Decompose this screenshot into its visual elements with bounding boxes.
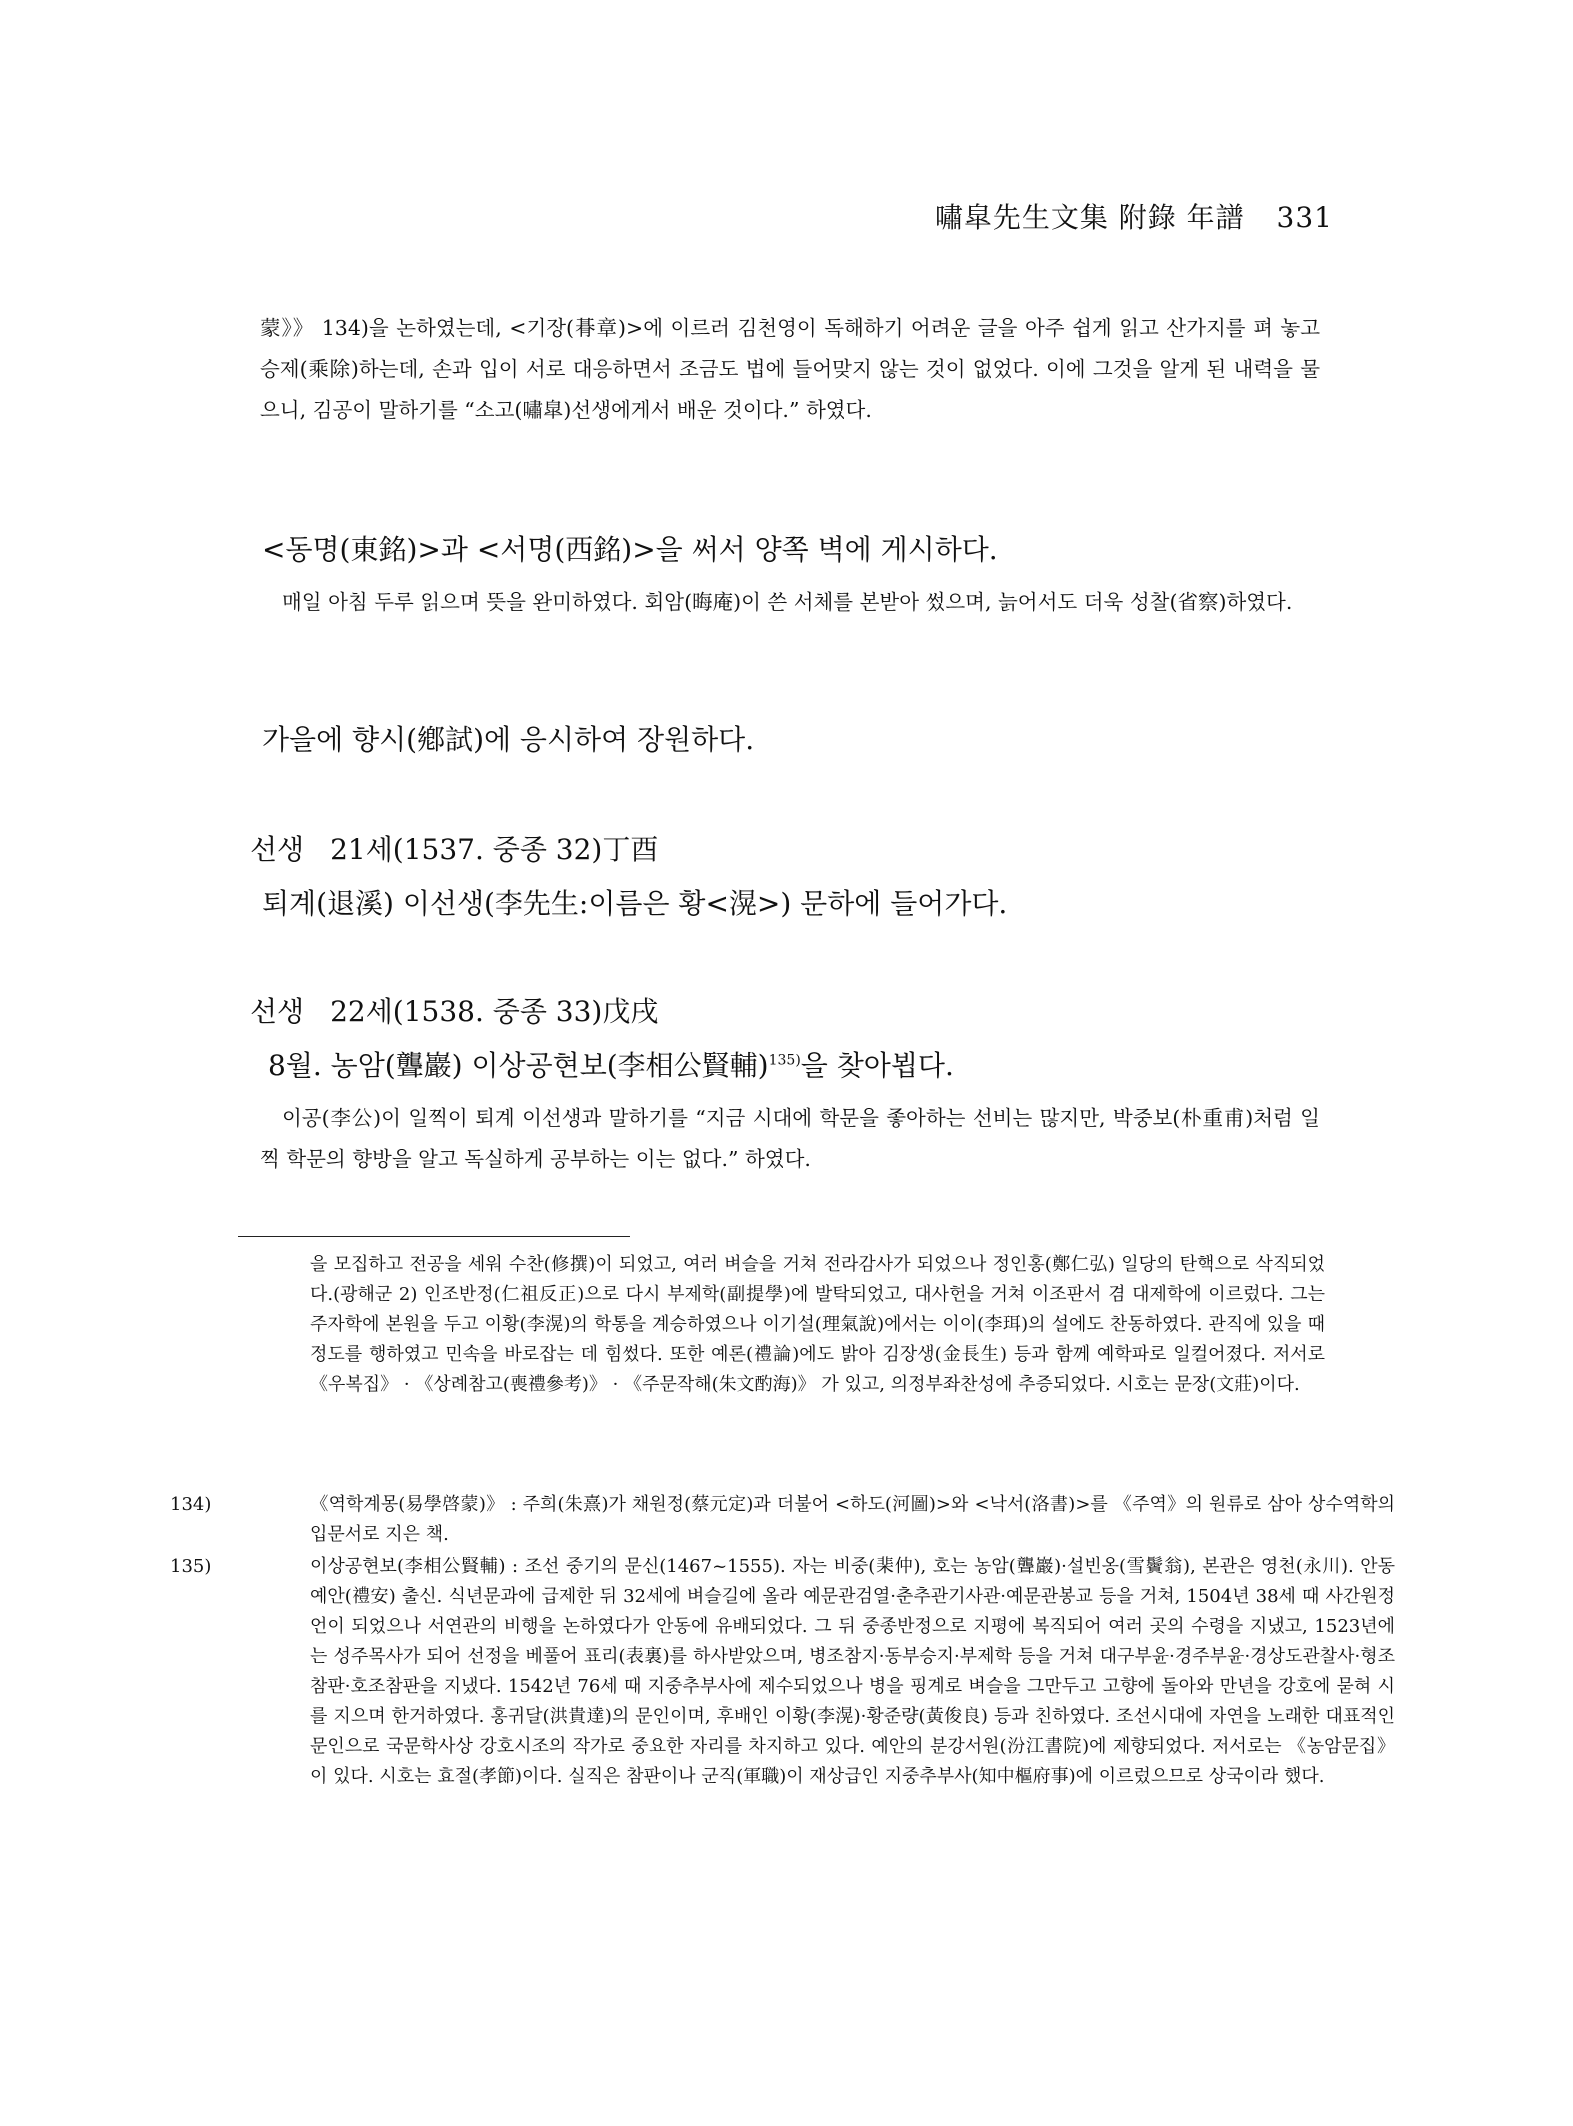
footnote-number: 134) bbox=[170, 1494, 212, 1515]
year-label: 선생 bbox=[250, 833, 305, 866]
year-age: 22세(1538. 중종 33)戊戌 bbox=[330, 995, 659, 1028]
section-heading-provincial-exam: 가을에 향시(鄕試)에 응시하여 장원하다. bbox=[262, 723, 755, 756]
paragraph-nongam: 이공(李公)이 일찍이 퇴계 이선생과 말하기를 “지금 시대에 학문을 좋아하는 선비는 많지만, 박중보(朴重甫)처럼 일찍 학문의 향방을 알고 독실하게 공부하는 이는 없다.” 하였다. bbox=[260, 1106, 1320, 1171]
page-number: 331 bbox=[1276, 201, 1333, 234]
section-heading-eastern-western-inscription: <동명(東銘)>과 <서명(西銘)>을 써서 양쪽 벽에 게시하다. bbox=[262, 533, 998, 566]
section-heading-nongam-visit bbox=[268, 1044, 954, 1084]
footnote-continued: 을 모집하고 전공을 세워 수찬(修撰)이 되었고, 여러 벼슬을 거쳐 전라감사가 되었으나 정인홍(鄭仁弘) 일당의 탄핵으로 삭직되었다.(광해군 2) 인조반정(仁祖反正)으로 다시 부제학(副提學)에 발탁되었고, 대사헌을 거쳐 이조판서 겸 대제학에 이르렀다. 그는 주자학에 본원을 두고 이황(李滉)의 학통을 계승하였으나 이기설(理氣說)에서는 이이(李珥)의 설에도 찬동하였다. 관직에 있을 때 정도를 행하였고 민속을 바로잡는 데 힘썼다. 또한 예론(禮論)에도 밝아 김장생(金長生) 등과 함께 예학파로 일컬어졌다. 저서로 《우복집》 · 《상례참고(喪禮參考)》 · 《주문작해(朱文酌海)》 가 있고, 의정부좌찬성에 추증되었다. 시호는 문장(文莊)이다. bbox=[310, 1254, 1325, 1395]
footnote-number: 135) bbox=[170, 1556, 212, 1577]
heading-text: 8월. 농암(聾巖) 이상공현보(李相公賢輔) bbox=[268, 1049, 769, 1082]
section-heading-toegye-disciple: 퇴계(退溪) 이선생(李先生:이름은 황<滉>) 문하에 들어가다. bbox=[262, 887, 1008, 920]
year-heading-21 bbox=[250, 828, 658, 868]
heading-text-tail: 을 찾아뵙다. bbox=[800, 1049, 954, 1082]
footnote-ref-135: 135) bbox=[768, 1052, 801, 1069]
footnote-divider bbox=[238, 1236, 630, 1237]
year-heading-22 bbox=[250, 990, 658, 1030]
footnote-135 bbox=[170, 1552, 1395, 1792]
running-header bbox=[935, 196, 1333, 236]
year-age: 21세(1537. 중종 32)丁酉 bbox=[330, 833, 659, 866]
footnote-text: 《역학계몽(易學啓蒙)》 : 주희(朱熹)가 채원정(蔡元定)과 더불어 <하도(河圖)>와 <낙서(洛書)>를 《주역》의 원류로 삼아 상수역학의 입문서로 지은 책. bbox=[310, 1494, 1395, 1545]
running-title: 嘯皐先生文集 附錄 年譜 bbox=[934, 201, 1245, 234]
paragraph-inscription: 매일 아침 두루 읽으며 뜻을 완미하였다. 회암(晦庵)이 쓴 서체를 본받아 썼으며, 늙어서도 더욱 성찰(省察)하였다. bbox=[282, 590, 1293, 614]
paragraph-continuation: 蒙》》 134)을 논하였는데, <기장(朞章)>에 이르러 김천영이 독해하기 어려운 글을 아주 쉽게 읽고 산가지를 펴 놓고 승제(乘除)하는데, 손과 입이 서로 대응하면서 조금도 법에 들어맞지 않는 것이 없었다. 이에 그것을 알게 된 내력을 물으니, 김공이 말하기를 “소고(嘯皐)선생에게서 배운 것이다.” 하였다. bbox=[260, 316, 1320, 422]
year-label: 선생 bbox=[250, 995, 305, 1028]
footnote-text: 이상공현보(李相公賢輔) : 조선 중기의 문신(1467~1555). 자는 비중(棐仲), 호는 농암(聾巖)·설빈옹(雪鬢翁), 본관은 영천(永川). 안동 예안(禮安) 출신. 식년문과에 급제한 뒤 32세에 벼슬길에 올라 예문관검열·춘추관기사관·예문관봉교 등을 거쳐, 1504년 38세 때 사간원정언이 되었으나 서연관의 비행을 논하였다가 안동에 유배되었다. 그 뒤 중종반정으로 지평에 복직되어 여러 곳의 수령을 지냈고, 1523년에는 성주목사가 되어 선정을 베풀어 표리(表裏)를 하사받았으며, 병조참지·동부승지·부제학 등을 거쳐 대구부윤·경주부윤·경상도관찰사·형조참판·호조참판을 지냈다. 1542년 76세 때 지중추부사에 제수되었으나 병을 핑계로 벼슬을 그만두고 고향에 돌아와 만년을 강호에 묻혀 시를 지으며 한거하였다. 홍귀달(洪貴達)의 문인이며, 후배인 이황(李滉)·황준량(黃俊良) 등과 친하였다. 조선시대에 자연을 노래한 대표적인 문인으로 국문학사상 강호시조의 작가로 중요한 자리를 차지하고 있다. 예안의 분강서원(汾江書院)에 제향되었다. 저서로는 《농암문집》 이 있다. 시호는 효절(孝節)이다. 실직은 참판이나 군직(軍職)이 재상급인 지중추부사(知中樞府事)에 이르렀으므로 상국이라 했다. bbox=[310, 1556, 1395, 1787]
footnote-134 bbox=[170, 1490, 1395, 1550]
